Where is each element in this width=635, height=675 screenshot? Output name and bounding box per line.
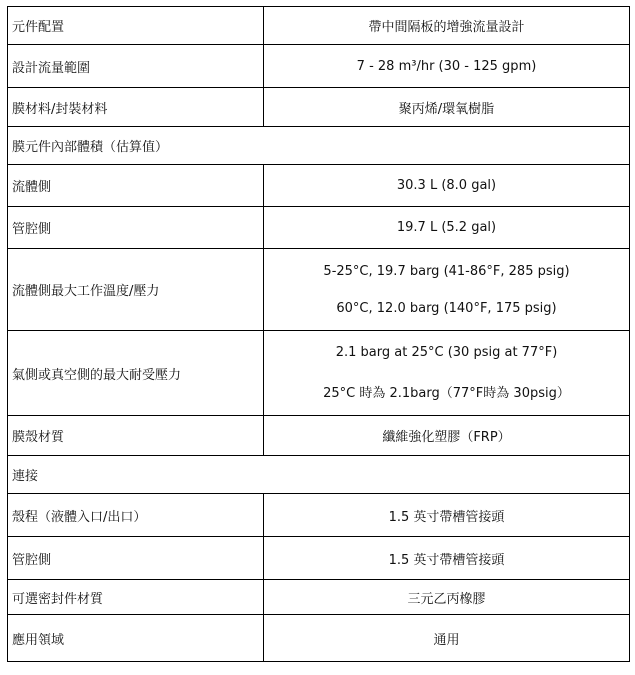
table-row: [8, 580, 630, 615]
value-line: 60°C, 12.0 barg (140°F, 175 psig): [336, 300, 557, 316]
row-label: 管腔側: [8, 207, 264, 249]
row-value: 1.5 英寸帶槽管接頭: [264, 537, 630, 580]
row-value: 聚丙烯/環氧樹脂: [264, 88, 630, 127]
row-label: 設計流量範圍: [8, 45, 264, 88]
row-label: 膜材料/封裝材料: [8, 88, 264, 127]
section-row: [8, 127, 630, 165]
table-row: [8, 494, 630, 537]
table-row: [8, 7, 630, 45]
row-value: 帶中間隔板的增強流量設計: [264, 7, 630, 45]
table-row: [8, 537, 630, 580]
row-value: 1.5 英寸帶槽管接頭: [264, 494, 630, 537]
table-row: [8, 207, 630, 249]
section-heading: 膜元件內部體積（估算值）: [8, 127, 630, 165]
row-label: 殼程（液體入口/出口）: [8, 494, 264, 537]
row-value: 19.7 L (5.2 gal): [264, 207, 630, 249]
table-row: [8, 416, 630, 456]
section-row: [8, 456, 630, 494]
table-row: [8, 165, 630, 207]
table-row: [8, 615, 630, 662]
table-row: [8, 249, 630, 331]
row-label: 流體側: [8, 165, 264, 207]
row-label: 元件配置: [8, 7, 264, 45]
row-value: [264, 249, 630, 331]
table-row: [8, 88, 630, 127]
row-label: 可選密封件材質: [8, 580, 264, 615]
row-value: 纖維強化塑膠（FRP）: [264, 416, 630, 456]
section-heading: 連接: [8, 456, 630, 494]
row-label: 應用領域: [8, 615, 264, 662]
row-value: [264, 331, 630, 416]
row-label: 管腔側: [8, 537, 264, 580]
row-label: 膜殼材質: [8, 416, 264, 456]
table-row: [8, 45, 630, 88]
row-label: 流體側最大工作溫度/壓力: [8, 249, 264, 331]
spec-table: [7, 6, 630, 662]
row-label: 氣側或真空側的最大耐受壓力: [8, 331, 264, 416]
value-line: 2.1 barg at 25°C (30 psig at 77°F): [335, 345, 558, 360]
row-value: 通用: [264, 615, 630, 662]
value-line: 5-25°C, 19.7 barg (41-86°F, 285 psig): [323, 263, 570, 279]
table-row: [8, 331, 630, 416]
row-value: 三元乙丙橡膠: [264, 580, 630, 615]
row-value: 7 - 28 m³/hr (30 - 125 gpm): [264, 45, 630, 88]
value-line: 25°C 時為 2.1barg（77°F時為 30psig）: [323, 386, 570, 401]
row-value: 30.3 L (8.0 gal): [264, 165, 630, 207]
